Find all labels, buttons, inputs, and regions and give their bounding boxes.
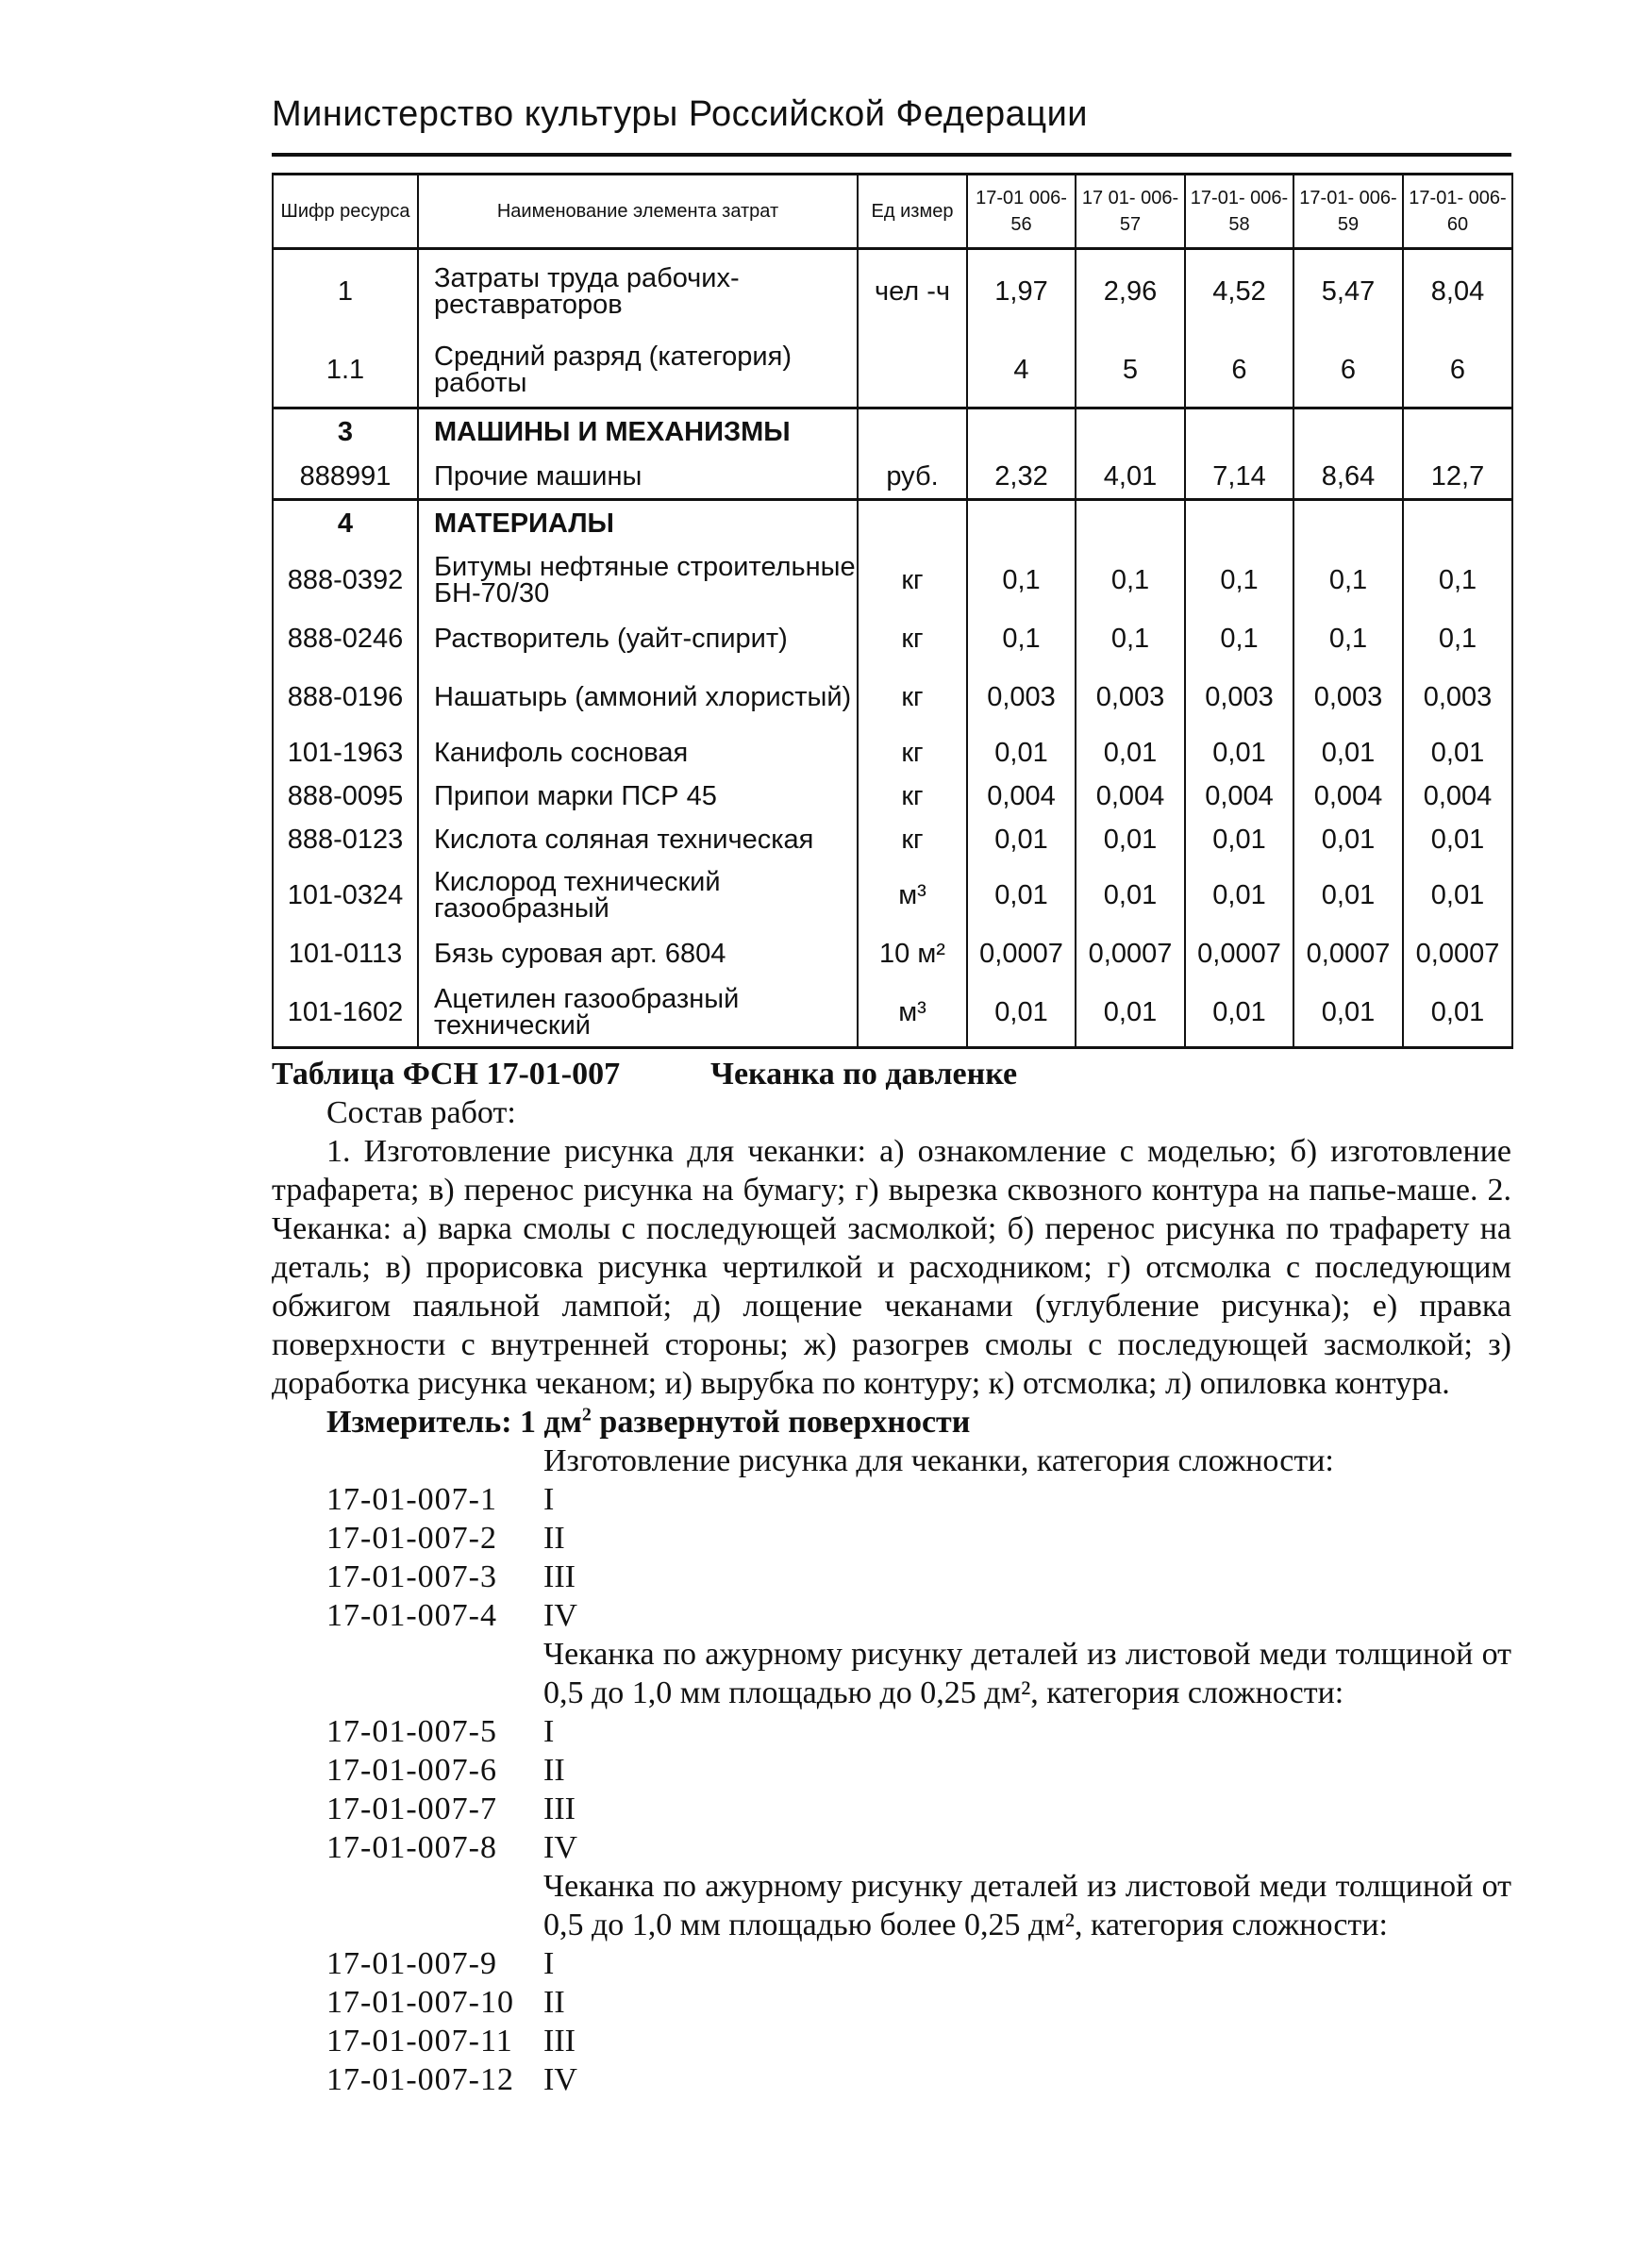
- group-description: Чеканка по ажурному рисунку деталей из листовой меди толщиной от 0,5 до 1,0 мм площадью до 0,25 дм², категория сложности:: [543, 1637, 1511, 1710]
- cell-code: 101-1602: [273, 978, 418, 1048]
- norm-code: 17-01-007-1: [326, 1482, 497, 1517]
- table-row: [273, 663, 1512, 731]
- cell-name: Битумы нефтяные строительные БН-70/30: [418, 546, 858, 614]
- table-row: [273, 929, 1512, 978]
- cell-value: 0,01: [1185, 731, 1293, 775]
- column-header: 17 01- 006-57: [1076, 175, 1185, 249]
- complexity-category: III: [543, 2024, 576, 2058]
- norm-code: 17-01-007-12: [326, 2062, 514, 2097]
- cell-unit: руб.: [858, 455, 967, 500]
- measure-unit: [272, 1403, 1511, 1442]
- column-header: Наименование элемента затрат: [418, 175, 858, 249]
- cell-code: 101-0324: [273, 861, 418, 929]
- norm-code: 17-01-007-6: [326, 1753, 497, 1788]
- cell-value: 0,01: [967, 731, 1076, 775]
- measure-rest: развернутой поверхности: [591, 1405, 971, 1440]
- cell-value: 2,32: [967, 455, 1076, 500]
- cell-name: Средний разряд (категория) работы: [418, 333, 858, 408]
- cell-code: 3: [273, 408, 418, 456]
- table-label: Таблица ФСН 17-01-007: [272, 1057, 621, 1092]
- table-row: [273, 614, 1512, 663]
- list-item: [272, 1519, 1511, 1558]
- cell-unit: м³: [858, 861, 967, 929]
- column-header: 17-01- 006-59: [1293, 175, 1403, 249]
- column-header: Шифр ресурса: [273, 175, 418, 249]
- header-rule: [272, 153, 1511, 157]
- cell-value: [1185, 500, 1293, 547]
- table-row: [273, 546, 1512, 614]
- cell-value: 0,01: [1403, 818, 1512, 861]
- composition-text: 1. Изготовление рисунка для чеканки: а) ознакомление с моделью; б) изготовление трафарета; в) перенос рисунка на бумагу; г) вырезка сквозного контура на папье-маше. 2. Чеканка: а) варка смолы с последующей засмолкой; б) перенос рисунка по трафарету на деталь; в) прорисовка рисунка чертилкой и расходником; г) отсмолка с последующим обжигом паяльной лампой; д) лощение чеканами (углубление рисунка); е) правка поверхности с внутренней стороны; ж) разогрев смолы с последующей засмолкой; з) доработка рисунка чеканом; и) вырубка по контуру; к) отсмолка; л) опиловка контура.: [272, 1134, 1511, 1401]
- cell-value: 4: [967, 333, 1076, 408]
- cell-name: Прочие машины: [418, 455, 858, 500]
- cell-value: 0,01: [1293, 978, 1403, 1048]
- cell-value: [967, 500, 1076, 547]
- table-row: [273, 249, 1512, 334]
- list-item: [272, 1480, 1511, 1519]
- list-item: [272, 1751, 1511, 1790]
- composition-heading: Состав работ:: [326, 1095, 516, 1130]
- cell-value: 0,01: [1185, 818, 1293, 861]
- cell-value: 8,64: [1293, 455, 1403, 500]
- cell-name: Канифоль сосновая: [418, 731, 858, 775]
- table-row: [273, 731, 1512, 775]
- table-section-row: [273, 408, 1512, 456]
- resource-table: [272, 173, 1513, 1049]
- cell-name: Ацетилен газообразный технический: [418, 978, 858, 1048]
- cell-name: Нашатырь (аммоний хлористый): [418, 663, 858, 731]
- cell-unit: кг: [858, 775, 967, 818]
- cell-value: 5: [1076, 333, 1185, 408]
- list-item: [272, 1558, 1511, 1596]
- cell-value: 0,0007: [967, 929, 1076, 978]
- cell-name: Бязь суровая арт. 6804: [418, 929, 858, 978]
- cell-value: 0,004: [1403, 775, 1512, 818]
- group-description: Изготовление рисунка для чеканки, категория сложности:: [543, 1443, 1334, 1478]
- cell-value: 6: [1403, 333, 1512, 408]
- cell-value: 8,04: [1403, 249, 1512, 334]
- complexity-category: III: [543, 1792, 576, 1826]
- measure-superscript: 2: [581, 1404, 592, 1425]
- measure-label: Измеритель: 1 дм: [326, 1405, 582, 1440]
- cell-value: 6: [1185, 333, 1293, 408]
- cell-value: 4,52: [1185, 249, 1293, 334]
- cell-value: 0,01: [1293, 818, 1403, 861]
- cell-value: 2,96: [1076, 249, 1185, 334]
- cell-value: [967, 408, 1076, 456]
- cell-value: 0,01: [1403, 731, 1512, 775]
- column-header: 17-01- 006-60: [1403, 175, 1512, 249]
- list-item: [272, 1790, 1511, 1828]
- group-description: Чеканка по ажурному рисунку деталей из листовой меди толщиной от 0,5 до 1,0 мм площадью более 0,25 дм², категория сложности:: [543, 1869, 1511, 1942]
- cell-value: 0,01: [967, 978, 1076, 1048]
- cell-code: 101-1963: [273, 731, 418, 775]
- complexity-category: IV: [543, 1598, 577, 1633]
- table-row: [273, 861, 1512, 929]
- cell-name: Растворитель (уайт-спирит): [418, 614, 858, 663]
- cell-code: 888991: [273, 455, 418, 500]
- table-title: [272, 1055, 1511, 1093]
- cell-value: 0,0007: [1185, 929, 1293, 978]
- cell-name: МАШИНЫ И МЕХАНИЗМЫ: [418, 408, 858, 456]
- cell-value: 0,003: [1076, 663, 1185, 731]
- cell-value: 0,1: [1076, 546, 1185, 614]
- cell-code: 888-0095: [273, 775, 418, 818]
- cell-value: 0,0007: [1076, 929, 1185, 978]
- cell-value: 0,004: [967, 775, 1076, 818]
- complexity-category: IV: [543, 2062, 577, 2097]
- cell-value: 0,01: [1076, 818, 1185, 861]
- list-item: [272, 2060, 1511, 2099]
- cell-value: [1076, 408, 1185, 456]
- cell-value: 0,0007: [1403, 929, 1512, 978]
- cell-value: 1,97: [967, 249, 1076, 334]
- cell-value: 0,004: [1076, 775, 1185, 818]
- cell-name: Кислота соляная техническая: [418, 818, 858, 861]
- list-item: [272, 1983, 1511, 2022]
- cell-name: Припои марки ПСР 45: [418, 775, 858, 818]
- table-row: [273, 333, 1512, 408]
- cell-value: 0,1: [1076, 614, 1185, 663]
- cell-value: [1185, 408, 1293, 456]
- norm-code: 17-01-007-4: [326, 1598, 497, 1633]
- cell-value: 7,14: [1185, 455, 1293, 500]
- complexity-category: II: [543, 1985, 565, 2020]
- list-item: [272, 1828, 1511, 1867]
- cell-name: МАТЕРИАЛЫ: [418, 500, 858, 547]
- cell-value: 12,7: [1403, 455, 1512, 500]
- cell-value: 0,01: [1076, 731, 1185, 775]
- norm-code: 17-01-007-11: [326, 2024, 513, 2058]
- cell-code: 1: [273, 249, 418, 334]
- cell-value: 0,004: [1185, 775, 1293, 818]
- table-row: [273, 818, 1512, 861]
- cell-unit: м³: [858, 978, 967, 1048]
- norm-code: 17-01-007-10: [326, 1985, 514, 2020]
- cell-value: 0,01: [1076, 861, 1185, 929]
- table-row: [273, 775, 1512, 818]
- norm-code: 17-01-007-5: [326, 1714, 497, 1749]
- cell-value: 0,003: [1293, 663, 1403, 731]
- table-header-row: [273, 175, 1512, 249]
- complexity-category: III: [543, 1559, 576, 1594]
- cell-value: [1293, 408, 1403, 456]
- cell-value: 0,1: [1185, 614, 1293, 663]
- cell-value: 0,003: [1185, 663, 1293, 731]
- norm-code: 17-01-007-7: [326, 1792, 497, 1826]
- cell-value: 0,01: [1293, 731, 1403, 775]
- list-item: [272, 1712, 1511, 1751]
- cell-unit: кг: [858, 614, 967, 663]
- table-row: [273, 455, 1512, 500]
- cell-value: 0,01: [1076, 978, 1185, 1048]
- column-header: Ед измер: [858, 175, 967, 249]
- complexity-category: I: [543, 1714, 555, 1749]
- column-header: 17-01 006-56: [967, 175, 1076, 249]
- norm-code: 17-01-007-9: [326, 1946, 497, 1981]
- cell-value: [1293, 500, 1403, 547]
- cell-value: 6: [1293, 333, 1403, 408]
- norm-code: 17-01-007-8: [326, 1830, 497, 1865]
- cell-value: 5,47: [1293, 249, 1403, 334]
- cell-unit: кг: [858, 546, 967, 614]
- complexity-category: II: [543, 1753, 565, 1788]
- cell-value: [1403, 408, 1512, 456]
- cell-value: 0,0007: [1293, 929, 1403, 978]
- list-item: [272, 1944, 1511, 1983]
- cell-code: 888-0123: [273, 818, 418, 861]
- cell-value: 0,01: [1403, 978, 1512, 1048]
- table-row: [273, 978, 1512, 1048]
- cell-value: 0,1: [1403, 546, 1512, 614]
- complexity-category: II: [543, 1521, 565, 1556]
- cell-value: [1076, 500, 1185, 547]
- cell-unit: [858, 500, 967, 547]
- cell-value: [1403, 500, 1512, 547]
- cell-unit: [858, 408, 967, 456]
- cell-value: 0,004: [1293, 775, 1403, 818]
- cell-value: 0,01: [1293, 861, 1403, 929]
- column-header: 17-01- 006-58: [1185, 175, 1293, 249]
- cell-unit: кг: [858, 818, 967, 861]
- cell-value: 0,003: [967, 663, 1076, 731]
- cell-name: Кислород технический газообразный: [418, 861, 858, 929]
- cell-unit: чел -ч: [858, 249, 967, 334]
- document-body: [272, 1055, 1511, 2099]
- norm-code: 17-01-007-2: [326, 1521, 497, 1556]
- cell-value: 0,01: [1185, 861, 1293, 929]
- cell-code: 888-0196: [273, 663, 418, 731]
- list-item: [272, 1596, 1511, 1635]
- list-item: [272, 2022, 1511, 2060]
- cell-value: 4,01: [1076, 455, 1185, 500]
- cell-value: 0,01: [1403, 861, 1512, 929]
- cell-unit: 10 м²: [858, 929, 967, 978]
- cell-value: 0,01: [1185, 978, 1293, 1048]
- cell-unit: [858, 333, 967, 408]
- table-name: Чеканка по давленке: [710, 1057, 1018, 1092]
- cell-value: 0,01: [967, 861, 1076, 929]
- cell-name: Затраты труда рабочих-реставраторов: [418, 249, 858, 334]
- cell-value: 0,1: [1403, 614, 1512, 663]
- cell-value: 0,1: [967, 614, 1076, 663]
- cell-value: 0,003: [1403, 663, 1512, 731]
- cell-value: 0,1: [967, 546, 1076, 614]
- complexity-category: IV: [543, 1830, 577, 1865]
- cell-code: 101-0113: [273, 929, 418, 978]
- cell-code: 888-0246: [273, 614, 418, 663]
- cell-code: 1.1: [273, 333, 418, 408]
- complexity-category: I: [543, 1946, 555, 1981]
- table-section-row: [273, 500, 1512, 547]
- cell-value: 0,1: [1185, 546, 1293, 614]
- cell-unit: кг: [858, 663, 967, 731]
- page-header: Министерство культуры Российской Федерации: [272, 94, 1089, 134]
- cell-unit: кг: [858, 731, 967, 775]
- cell-value: 0,1: [1293, 546, 1403, 614]
- cell-code: 4: [273, 500, 418, 547]
- cell-code: 888-0392: [273, 546, 418, 614]
- cell-value: 0,1: [1293, 614, 1403, 663]
- complexity-category: I: [543, 1482, 555, 1517]
- norm-code: 17-01-007-3: [326, 1559, 497, 1594]
- cell-value: 0,01: [967, 818, 1076, 861]
